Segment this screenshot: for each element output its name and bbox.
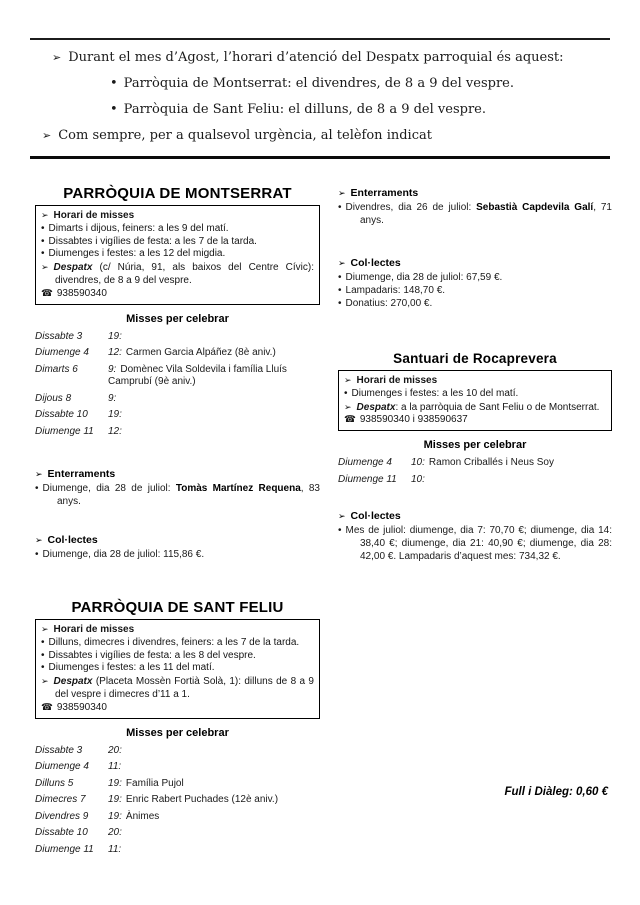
bullet-icon: •: [338, 202, 342, 213]
misses-value: [108, 409, 320, 422]
misses-day: Diumenge 4: [35, 761, 89, 773]
bullet-icon: •: [41, 222, 45, 234]
phone-number: 938590340 i 938590637: [359, 414, 468, 426]
misses-day: Dilluns 5: [35, 777, 74, 789]
schedule-text: Dilluns, dimecres i divendres, feiners: a les 7 de la tarda.: [48, 636, 300, 648]
horari-box-santfeliu: [35, 619, 320, 719]
notice-line-2: [30, 128, 610, 143]
notice-text: Parròquia de Montserrat: el divendres, de 8 a 9 del vespre.: [123, 76, 514, 91]
schedule-text: Dimarts i dijous, feiners: a les 9 del matí.: [48, 222, 229, 234]
despatx-text: (c/ Núria, 91, als baixos del Centre Cívic): divendres, de 8 a 9 del vespre.: [55, 262, 314, 286]
misses-heading-montserrat: Misses per celebrar: [126, 312, 229, 325]
parish-title-rocaprevera: Santuari de Rocaprevera: [393, 351, 557, 366]
misses-day: Divendres 9: [35, 810, 89, 822]
misses-value: [108, 331, 320, 344]
misses-row: [35, 761, 320, 774]
misses-time: 11:: [108, 843, 122, 855]
despatx-line: [41, 675, 314, 702]
parish-title-montserrat: PARRÒQUIA DE MONTSERRAT: [63, 185, 292, 202]
phone-icon: ☎: [344, 414, 356, 426]
misses-row: [35, 426, 320, 439]
schedule-text: Diumenges i festes: a les 11 del matí.: [48, 662, 215, 674]
misses-value: [411, 474, 612, 487]
misses-value: [108, 761, 320, 774]
arrow-icon: ➢: [344, 401, 352, 412]
schedule-item: [41, 223, 314, 236]
misses-value: [108, 844, 320, 857]
notice-text: Durant el mes d’Agost, l’horari d’atenció del Despatx parroquial és aquest:: [68, 50, 564, 65]
entry-text: , 83 anys.: [57, 483, 320, 508]
enterrament-entry: [338, 201, 612, 227]
misses-detail: Carmen Garcia Alpáñez (8è aniv.): [125, 347, 276, 359]
bullet-icon: •: [338, 525, 342, 537]
misses-time: 19:: [108, 330, 122, 342]
misses-value: [108, 811, 320, 824]
price-note: Full i Diàleg: 0,60 €: [504, 786, 608, 798]
notice-bullet-2: [30, 102, 610, 117]
bullet-icon: •: [110, 102, 118, 117]
despatx-text: (Placeta Mossèn Fortià Solà, 1): dilluns de 8 a 9 del vespre i dimecres d’11 a 1.: [55, 676, 314, 701]
heading-label: Col·lectes: [47, 534, 98, 547]
notice-bullet-1: [30, 76, 610, 91]
schedule-text: Diumenges i festes: a les 12 del migdia.: [48, 248, 226, 260]
misses-heading-santfeliu: Misses per celebrar: [126, 726, 229, 739]
misses-time: 12:: [108, 347, 122, 359]
phone-icon: ☎: [41, 701, 53, 713]
bullet-icon: •: [35, 483, 39, 495]
arrow-icon: ➢: [41, 262, 49, 273]
schedule-text: Dissabtes i vigílies de festa: a les 8 del vespre.: [48, 649, 256, 661]
notice-line-1: [30, 50, 610, 65]
arrow-icon: ➢: [338, 511, 346, 522]
entry-text: Donatius: 270,00 €.: [345, 298, 433, 309]
arrow-icon: ➢: [35, 535, 43, 546]
misses-time: 10:: [411, 473, 425, 485]
arrow-icon: ➢: [338, 258, 346, 268]
bullet-icon: •: [41, 248, 45, 260]
bullet-icon: •: [41, 649, 45, 661]
misses-value: [108, 426, 320, 439]
misses-detail: Ramon Criballés i Neus Soy: [428, 457, 554, 469]
schedule-text: Diumenges i festes: a les 10 del matí.: [351, 387, 519, 399]
collectes-heading: [35, 534, 320, 546]
phone-line: [344, 414, 606, 427]
misses-time: 10:: [411, 457, 425, 469]
horari-box-montserrat: [35, 205, 320, 305]
schedule-text: Dissabtes i vigílies de festa: a les 7 de la tarda.: [48, 235, 257, 247]
schedule-item: [41, 650, 314, 663]
misses-time: 9:: [108, 392, 117, 404]
heading-label: Col·lectes: [350, 510, 401, 523]
misses-day: Dijous 8: [35, 392, 72, 404]
misses-time: 9:: [108, 363, 117, 375]
misses-day: Dissabte 3: [35, 330, 83, 342]
enterraments-heading: [35, 468, 320, 480]
misses-time: 20:: [108, 827, 122, 839]
misses-row: [338, 474, 612, 487]
deceased-name: Tomàs Martínez Requena: [175, 483, 301, 495]
misses-time: 19:: [108, 794, 122, 806]
right-column: [338, 187, 612, 563]
bullet-icon: •: [41, 636, 45, 648]
misses-row: [35, 409, 320, 422]
misses-day: Dissabte 10: [35, 827, 88, 839]
misses-time: 19:: [108, 810, 122, 822]
enterraments-heading: [338, 187, 612, 199]
collecta-entry: [338, 297, 612, 310]
despatx-text: : a la parròquia de Sant Feliu o de Montserrat.: [395, 401, 600, 413]
misses-day: Diumenge 11: [35, 843, 94, 855]
horari-heading: [41, 209, 314, 223]
phone-number: 938590340: [56, 701, 107, 713]
entry-text: Mes de juliol: diumenge, dia 7: 70,70 €; diumenge, dia 14: 38,40 €; diumenge, dia 21: 40,90 €; diumenge, dia 28: 42,00 €. Lampadaris d’aquest mes: 734,32 €.: [345, 525, 612, 563]
misses-row: [35, 745, 320, 758]
misses-time: 12:: [108, 425, 122, 437]
bullet-icon: •: [35, 549, 39, 561]
misses-time: 11:: [108, 761, 122, 773]
arrow-icon: ➢: [42, 129, 52, 142]
misses-row: [35, 844, 320, 857]
collecta-entry: [35, 548, 320, 561]
misses-day: Dissabte 3: [35, 744, 83, 756]
arrow-icon: ➢: [41, 210, 49, 220]
heading-label: Col·lectes: [350, 257, 401, 269]
entry-text: Diumenge, dia 28 de juliol: 115,86 €.: [42, 549, 205, 561]
misses-day: Diumenge 11: [338, 473, 397, 485]
horari-heading: [41, 623, 314, 637]
entry-text: Lampadaris: 148,70 €.: [345, 285, 446, 296]
misses-heading-rocaprevera: Misses per celebrar: [423, 439, 527, 452]
heading-label: Enterraments: [350, 187, 419, 199]
misses-detail: Enric Rabert Puchades (12è aniv.): [125, 794, 279, 806]
despatx-label: Despatx: [356, 401, 396, 413]
heading-label: Enterraments: [47, 468, 116, 481]
misses-detail: Família Pujol: [125, 777, 184, 789]
horari-title: Horari de misses: [356, 375, 438, 386]
left-column: [35, 185, 320, 860]
despatx-label: Despatx: [53, 262, 93, 274]
phone-line: [41, 702, 314, 715]
bullet-icon: •: [338, 285, 342, 296]
phone-line: [41, 288, 314, 301]
misses-day: Dimarts 6: [35, 363, 78, 375]
arrow-icon: ➢: [338, 188, 346, 198]
misses-value: [108, 347, 320, 360]
misses-row: [35, 811, 320, 824]
bullet-icon: •: [344, 387, 348, 399]
entry-text: Diumenge, dia 28 de juliol:: [42, 483, 176, 495]
phone-number: 938590340: [56, 287, 107, 299]
collecta-entry: [338, 524, 612, 563]
arrow-icon: ➢: [52, 51, 62, 64]
despatx-label: Despatx: [53, 676, 93, 688]
misses-day: Diumenge 4: [338, 457, 392, 469]
misses-row: [338, 457, 612, 470]
deceased-name: Sebastià Capdevila Galí: [476, 202, 594, 213]
phone-icon: ☎: [41, 287, 53, 299]
misses-value: [108, 827, 320, 840]
entry-text: Diumenge, dia 28 de juliol: 67,59 €.: [345, 272, 503, 283]
arrow-icon: ➢: [41, 676, 49, 687]
collecta-entry: [338, 271, 612, 284]
misses-value: [108, 364, 320, 389]
schedule-item: [41, 248, 314, 261]
entry-text: Divendres, dia 26 de juliol:: [345, 202, 477, 213]
horari-box-rocaprevera: [338, 370, 612, 431]
misses-time: 19:: [108, 409, 122, 421]
misses-time: 20:: [108, 744, 122, 756]
notice-box: [30, 38, 610, 159]
parish-title-santfeliu: PARRÒQUIA DE SANT FELIU: [71, 599, 284, 617]
bullet-icon: •: [110, 76, 118, 91]
schedule-item: [41, 662, 314, 675]
arrow-icon: ➢: [41, 624, 49, 635]
bullet-icon: •: [338, 298, 342, 309]
misses-row: [35, 331, 320, 344]
bullet-icon: •: [338, 272, 342, 283]
bullet-icon: •: [41, 662, 45, 674]
notice-text: Com sempre, per a qualsevol urgència, al telèfon indicat: [58, 128, 432, 143]
despatx-line: [344, 401, 606, 415]
misses-value: [108, 393, 320, 406]
horari-heading: [344, 374, 606, 388]
misses-detail: Domènec Vila Soldevila i família Lluís Camprubí (9è aniv.): [108, 363, 287, 388]
misses-row: [35, 827, 320, 840]
misses-time: 19:: [108, 777, 122, 789]
notice-text: Parròquia de Sant Feliu: el dilluns, de 8 a 9 del vespre.: [123, 102, 486, 117]
despatx-line: [41, 261, 314, 288]
bullet-icon: •: [41, 235, 45, 247]
collecta-entry: [338, 284, 612, 297]
collectes-heading: [338, 510, 612, 522]
misses-value: [411, 457, 612, 470]
misses-value: [108, 745, 320, 758]
schedule-item: [41, 637, 314, 650]
misses-day: Diumenge 4: [35, 347, 89, 359]
misses-row: [35, 364, 320, 389]
misses-day: Diumenge 11: [35, 425, 94, 437]
arrow-icon: ➢: [35, 469, 43, 480]
collectes-heading: [338, 257, 612, 269]
arrow-icon: ➢: [344, 375, 352, 385]
misses-day: Dimecres 7: [35, 794, 86, 806]
misses-day: Dissabte 10: [35, 409, 88, 421]
schedule-item: [41, 236, 314, 249]
entry-text: , 71 anys.: [360, 202, 612, 226]
horari-title: Horari de misses: [53, 210, 135, 221]
horari-title: Horari de misses: [53, 624, 135, 636]
enterrament-entry: [35, 482, 320, 508]
misses-detail: Ànimes: [125, 810, 160, 822]
misses-row: [35, 347, 320, 360]
misses-row: [35, 393, 320, 406]
schedule-item: [344, 388, 606, 401]
